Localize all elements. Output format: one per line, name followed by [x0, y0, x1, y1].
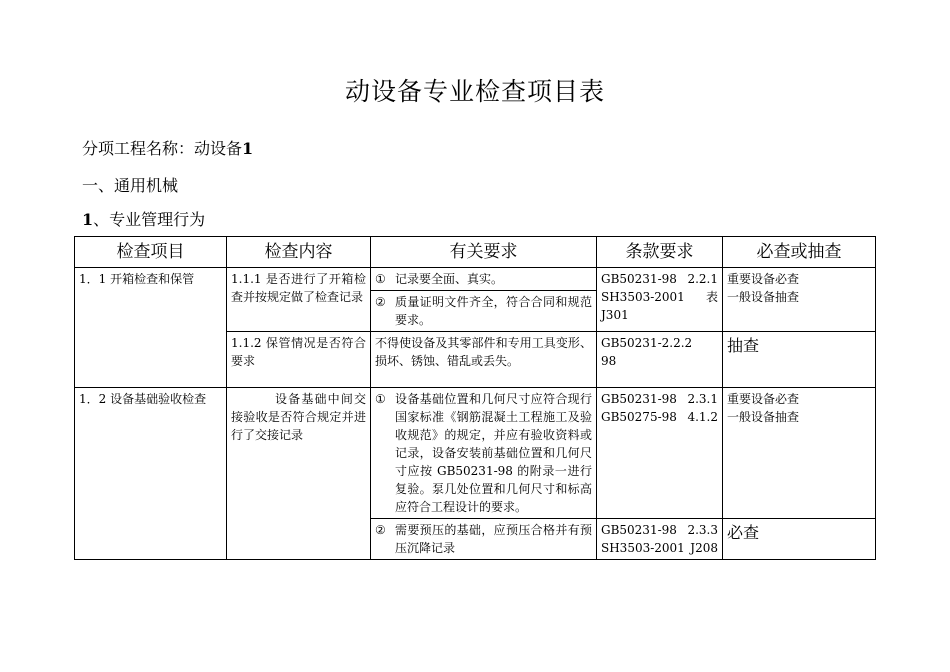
header-requirements: 有关要求 — [371, 237, 597, 268]
clause-code: GB50231-98 — [601, 523, 677, 537]
clause-section: 2.3.3 — [687, 523, 718, 537]
requirement-text: 需要预压的基础，应预压合格并有预压沉降记录 — [395, 523, 592, 555]
clause-section: 表 — [705, 290, 718, 304]
cell-check-type — [723, 268, 876, 332]
clause-section: 4.1.2 — [687, 410, 718, 424]
table-header-row — [75, 237, 876, 268]
clause-code: GB50231-98 — [601, 392, 677, 406]
clause-section: 2.3.1 — [687, 392, 718, 406]
check-type-line: 一般设备抽查 — [727, 410, 800, 424]
cell-item-1-1: 1．1 开箱检查和保管 — [75, 268, 227, 388]
cell-clause — [597, 388, 723, 519]
clause-code: SH3503-2001 — [601, 541, 685, 555]
section-heading: 一、通用机械 — [82, 176, 179, 195]
clause-section: J301 — [601, 308, 629, 322]
header-clause: 条款要求 — [597, 237, 723, 268]
page-title: 动设备专业检查项目表 — [344, 77, 605, 106]
table-row — [75, 268, 876, 291]
subsection-title: 、专业管理行为 — [93, 210, 206, 229]
inspection-table — [74, 236, 876, 560]
project-name-line — [82, 136, 253, 159]
project-number: 1 — [242, 139, 254, 158]
cell-clause — [597, 519, 723, 560]
cell-requirement — [371, 268, 597, 291]
cell-check-type: 抽查 — [723, 332, 876, 388]
item-number: ② — [375, 523, 386, 537]
subsection-heading — [82, 207, 205, 230]
cell-clause — [597, 268, 723, 332]
clause-code: GB50231-98 — [601, 336, 662, 368]
clause-code: SH3503-2001 — [601, 290, 685, 304]
item-number: ② — [375, 295, 386, 309]
cell-content-1-1-2: 1.1.2 保管情况是否符合要求 — [227, 332, 371, 388]
requirement-text: 记录要全面、真实。 — [395, 272, 504, 286]
header-check-item: 检查项目 — [75, 237, 227, 268]
table-row — [75, 388, 876, 519]
check-type-line: 重要设备必查 — [727, 392, 800, 406]
cell-requirement — [371, 388, 597, 519]
subsection-number: 1 — [82, 210, 94, 229]
item-number: ① — [375, 392, 386, 406]
cell-content-1-1-1: 1.1.1 是否进行了开箱检查并按规定做了检查记录 — [227, 268, 371, 332]
check-type-line: 一般设备抽查 — [727, 290, 800, 304]
clause-code: GB50231-98 — [601, 272, 677, 286]
cell-check-type — [723, 388, 876, 519]
clause-section: 2.2.2 — [661, 336, 693, 350]
project-label: 分项工程名称：动设备 — [82, 139, 243, 158]
cell-requirement — [371, 291, 597, 332]
cell-item-1-2: 1．2 设备基础验收检查 — [75, 388, 227, 560]
requirement-text: 质量证明文件齐全，符合合同和规范要求。 — [395, 295, 592, 327]
cell-requirement — [371, 519, 597, 560]
requirement-text: 设备基础位置和几何尺寸应符合现行国家标准《钢筋混凝土工程施工及验收规范》的规定，并应有验收资料或记录，设备安装前基础位置和几何尺寸应按 GB50231-98 的附录一进行复验。泵几处位置和几何尺寸和标高应符合工程设计的要求。 — [395, 392, 592, 514]
clause-section: J208 — [690, 541, 718, 555]
header-check-type: 必查或抽查 — [723, 237, 876, 268]
clause-code: GB50275-98 — [601, 410, 677, 424]
cell-requirement: 不得使设备及其零部件和专用工具变形、损坏、锈蚀、错乱或丢失。 — [371, 332, 597, 388]
cell-clause — [597, 332, 723, 388]
clause-section: 2.2.1 — [687, 272, 718, 286]
cell-content-1-2: 设备基础中间交接验收是否符合规定并进行了交接记录 — [227, 388, 371, 560]
item-number: ① — [375, 272, 386, 286]
header-check-content: 检查内容 — [227, 237, 371, 268]
check-type-line: 重要设备必查 — [727, 272, 800, 286]
cell-check-type: 必查 — [723, 519, 876, 560]
